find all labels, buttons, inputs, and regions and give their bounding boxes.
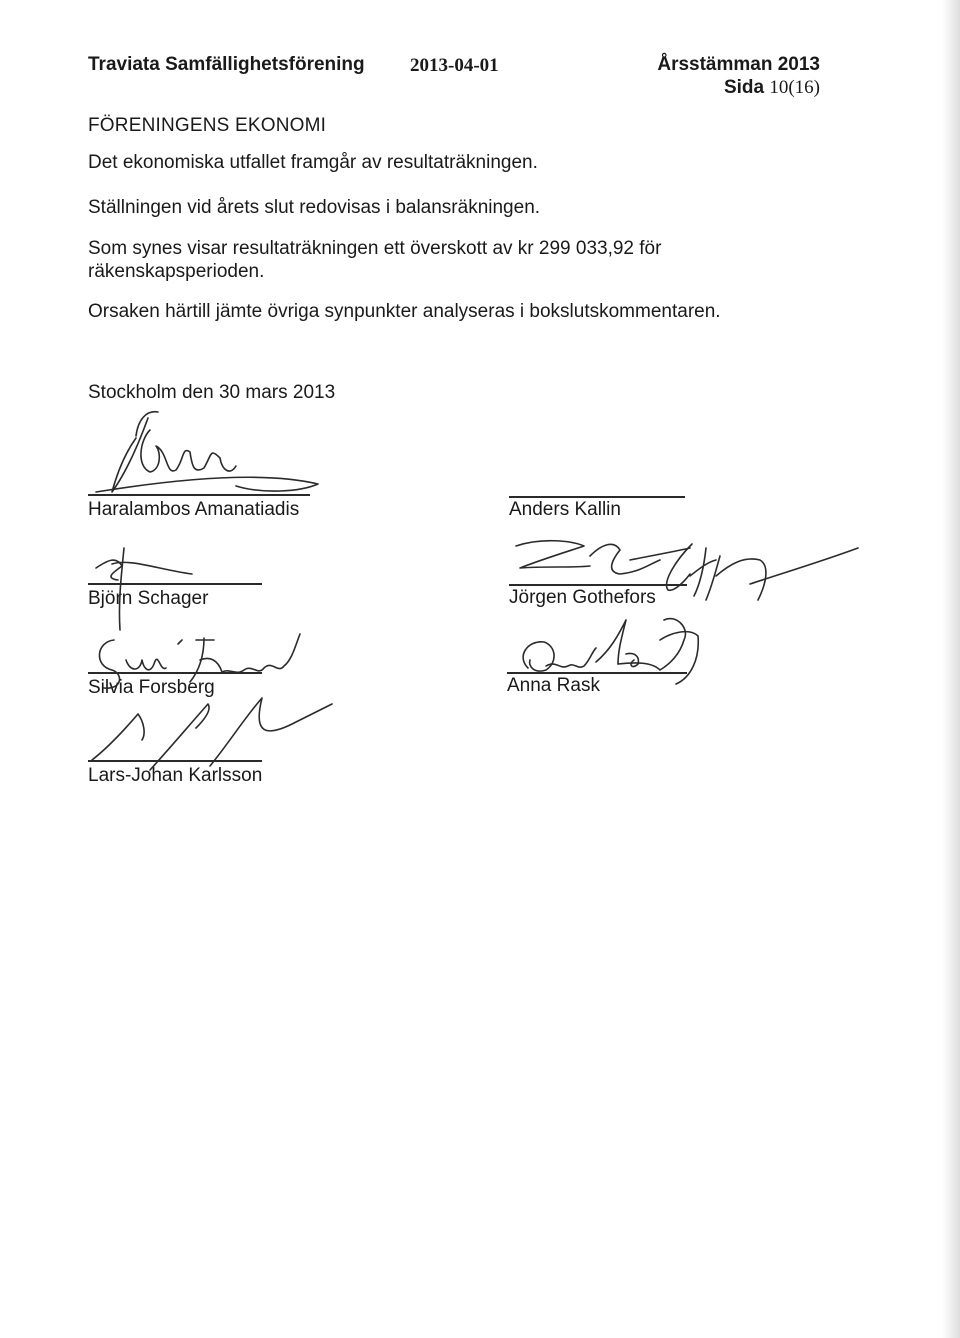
signatory-name: Anna Rask (507, 675, 600, 696)
signature-line (509, 584, 687, 586)
signatory-name: Haralambos Amanatiadis (88, 499, 300, 520)
signature-line (88, 760, 262, 762)
page-header (88, 54, 824, 104)
paragraph-surplus: Som synes visar resultaträkningen ett överskott av kr 299 033,92 för räkenskapsperioden. (88, 238, 662, 282)
signatory-name: Björn Schager (88, 588, 209, 609)
paragraph-outcome: Det ekonomiska utfallet framgår av resultaträkningen. (88, 152, 538, 173)
signatory-name: Lars-Johan Karlsson (88, 765, 263, 786)
page-number: 10(16) (769, 77, 820, 98)
page-edge-shadow (942, 0, 960, 1338)
section-title: FÖRENINGENS EKONOMI (88, 115, 327, 136)
meeting-title: Årsstämman 2013 (657, 54, 820, 75)
paragraph-position: Ställningen vid årets slut redovisas i balansräkningen. (88, 197, 541, 218)
signatory-name: Anders Kallin (509, 499, 621, 520)
signature-line (88, 672, 262, 674)
signature-line (88, 494, 310, 496)
signatory-name: Jörgen Gothefors (509, 587, 656, 608)
signatory-name: Silvia Forsberg (88, 677, 215, 698)
page-label: Sida (723, 77, 765, 98)
signature-line (88, 583, 262, 585)
paragraph-reason: Orsaken härtill jämte övriga synpunkter analyseras i bokslutskommentaren. (88, 301, 721, 322)
document-date: 2013-04-01 (410, 55, 499, 76)
signature-line (509, 496, 685, 498)
signature-amanatiadis (96, 412, 318, 492)
signature-line (507, 672, 687, 674)
place-and-date: Stockholm den 30 mars 2013 (88, 382, 336, 403)
organization-name: Traviata Samfällighetsförening (88, 54, 365, 75)
page-indicator (724, 77, 820, 99)
